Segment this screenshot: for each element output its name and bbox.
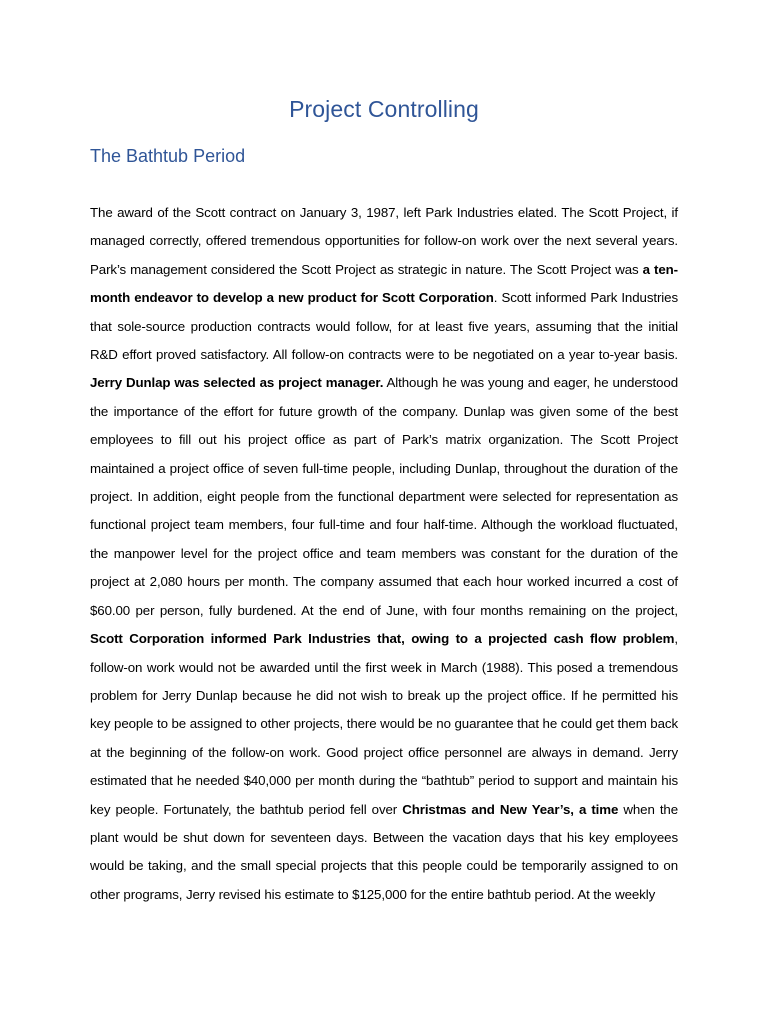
bold-text-run: Scott Corporation informed Park Industries that, owing to a projected cash flow problem [90,631,675,647]
text-run: , follow-on work would not be awarded until the first week in March (1988). This posed a tremendous problem for Jerry Dunlap because he did not wish to break up the project office. If he permitted his key people to be assigned to other projects, there would be no guarantee that he could get them back at the beginning of the follow-on work. Good project office personnel are always in demand. Jerry estimated that he needed $40,000 per month during the “bathtub” period to support and maintain his key people. Fortunately, the bathtub period fell over [90,631,678,817]
bold-text-run: Jerry Dunlap was selected as project manager. [90,375,384,391]
body-paragraph [90,199,678,909]
bold-text-run: Christmas and New Year’s, a time [402,801,619,817]
document-title: Project Controlling [289,96,479,122]
text-run: The award of the Scott contract on January 3, 1987, left Park Industries elated. The Scott Project, if managed correctly, offered tremendous opportunities for follow-on work over the next several years. Park’s management considered the Scott Project as strategic in nature. The Scott Project was [90,205,678,277]
text-run: . Scott informed Park Industries that sole-source production contracts would follow, for at least five years, assuming that the initial R&D effort proved satisfactory. All follow-on contracts were to be negotiated on a year to-year basis. [90,290,678,363]
section-heading: The Bathtub Period [90,146,246,166]
text-run: Although he was young and eager, he understood the importance of the effort for future growth of the company. Dunlap was given some of the best employees to fill out his project office as part of Park’s matrix organization. The Scott Project maintained a project office of seven full-time people, including Dunlap, throughout the duration of the project. In addition, eight people from the functional department were selected for representation as functional project team members, four full-time and four half-time. Although the workload fluctuated, the manpower level for the project office and team members was constant for the duration of the project at 2,080 hours per month. The company assumed that each hour worked incurred a cost of $60.00 per person, fully burdened. At the end of June, with four months remaining on the project, [90,375,678,618]
text-run: when the plant would be shut down for seventeen days. Between the vacation days that his key employees would be taking, and the small special projects that this people could be temporarily assigned to on other programs, Jerry revised his estimate to $125,000 for the entire bathtub period. At the weekly [90,801,679,902]
bold-text-run: a ten-month endeavor to develop a new product for Scott Corporation [90,261,678,306]
